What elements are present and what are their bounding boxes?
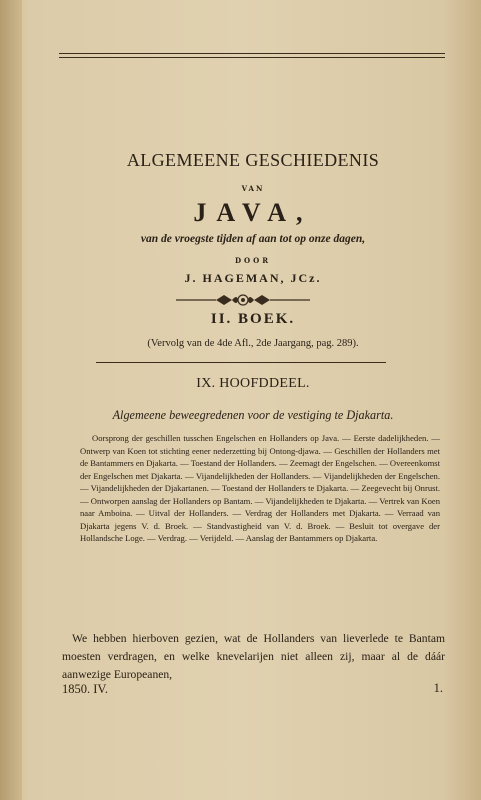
footer-year-volume: 1850. IV. xyxy=(62,682,108,696)
chapter-heading: IX. HOOFDDEEL. xyxy=(196,376,310,391)
book-spine-shadow xyxy=(0,0,22,800)
footer-signature-mark: 1. xyxy=(433,681,443,695)
van-label: VAN xyxy=(241,184,265,193)
continuation-note: (Vervolg van de 4de Afl., 2de Jaargang, pag. 289). xyxy=(147,338,359,349)
subtitle: van de vroegste tijden af aan tot op onze dagen, xyxy=(140,233,366,245)
chapter-summary: Oorsprong der geschillen tusschen Engelschen en Hollanders op Java. — Eerste dadelijkheden. — Ontwerp van Koen tot stichting eener nederzetting bij Ontong-djawa. — Geschillen der Hollanders met de Bantammers en Djakarta. — Toestand der Hollanders. — Zeemagt der Engelschen. — Overeenkomst der Engelschen met Djakarta. — Vijandelijkheden der Hollanders. — Vijandelijkheden der Engelschen. — Vijandelijkheden der Djakartanen. — Toestand der Hollanders te Djakarta. — Zeegevecht bij Onrust. — Ontworpen aanslag der Hollanders op Bantam. — Vijandelijkheden te Djakarta. — Vertrek van Koen naar Amboina. — Uitval der Hollanders. — Verdrag der Hollanders met Djakarta. — Verraad van Djakarta jegens V. d. Broek. — Standvastigheid van V. d. Broek. — Besluit tot overgave der Hollandsche Loge. — Verdrag. — Verijdeld. — Aanslag der Bantammers op Djakarta. xyxy=(80,433,440,543)
java-heading: JAVA, xyxy=(193,198,313,227)
top-rule-double xyxy=(59,57,445,58)
ornament-divider-icon xyxy=(176,292,310,308)
section-rule xyxy=(96,362,386,363)
book-number: II. BOEK. xyxy=(210,311,296,327)
author-name: J. HAGEMAN, JCz. xyxy=(184,271,322,285)
page-title: ALGEMEENE GESCHIEDENIS xyxy=(126,150,380,170)
section-title: Algemeene beweegredenen voor de vestiging te Djakarta. xyxy=(112,408,394,422)
door-label: DOOR xyxy=(234,256,272,265)
top-rule xyxy=(59,53,445,54)
body-paragraph: We hebben hierboven gezien, wat de Hollanders van lieverlede te Bantam moesten verdragen, en welke knevelarijen niet alleen zij, maar al de dáár aanwezige Europeanen, xyxy=(62,632,445,681)
